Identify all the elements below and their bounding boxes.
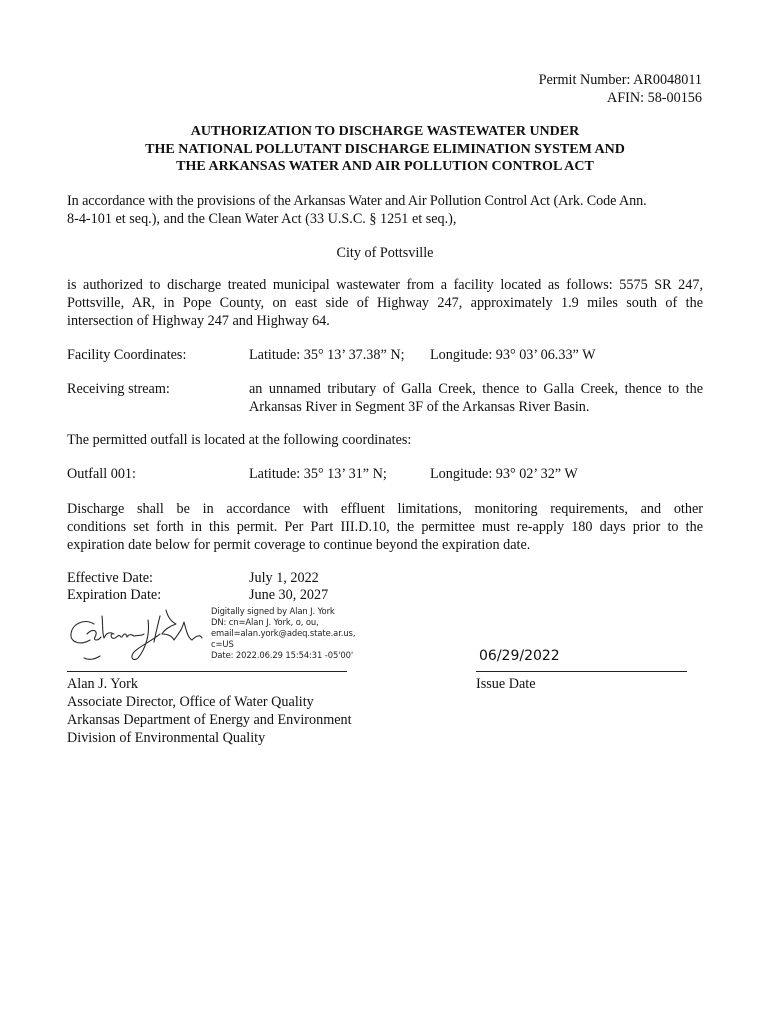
expiration-date-label: Expiration Date: — [67, 587, 162, 603]
outfall-label: Outfall 001: — [67, 466, 136, 482]
outfall-longitude: Longitude: 93° 02’ 32” W — [430, 466, 578, 482]
discharge-line-2: conditions set forth in this permit. Per Part III.D.10, the permittee must re-apply 180 days prior to the — [67, 519, 703, 535]
facility-coordinates-label: Facility Coordinates: — [67, 347, 187, 363]
signatory-division: Division of Environmental Quality — [67, 730, 266, 746]
outfall-latitude: Latitude: 35° 13’ 31” N; — [249, 466, 387, 482]
issue-date-line — [476, 671, 687, 672]
discharge-paragraph — [67, 500, 703, 554]
digital-signature-line-1: Digitally signed by Alan J. York — [211, 606, 335, 616]
intro-line-2: 8-4-101 et seq.), and the Clean Water Act (33 U.S.C. § 1251 et seq.), — [67, 211, 457, 227]
effective-date-value: July 1, 2022 — [249, 570, 319, 586]
digital-signature-block — [211, 606, 361, 661]
intro-paragraph — [67, 192, 707, 228]
title-line-1: AUTHORIZATION TO DISCHARGE WASTEWATER UNDER — [190, 124, 580, 139]
document-title — [67, 123, 703, 176]
authorization-paragraph — [67, 276, 703, 330]
permittee-name: City of Pottsville — [336, 245, 434, 261]
issue-date-value: 06/29/2022 — [479, 648, 560, 664]
signature-line — [67, 671, 347, 672]
title-line-3: THE ARKANSAS WATER AND AIR POLLUTION CONTROL ACT — [176, 159, 594, 174]
intro-line-1: In accordance with the provisions of the Arkansas Water and Air Pollution Control Act (Ark. Code Ann. — [67, 193, 647, 209]
signatory-title: Associate Director, Office of Water Quality — [67, 694, 314, 710]
authorization-line-3: intersection of Highway 247 and Highway 64. — [67, 313, 330, 329]
signatory-department: Arkansas Department of Energy and Environment — [67, 712, 352, 728]
receiving-stream-label: Receiving stream: — [67, 381, 170, 397]
outfall-intro: The permitted outfall is located at the following coordinates: — [67, 432, 412, 448]
authorization-line-2: Pottsville, AR, in Pope County, on east side of Highway 247, approximately 1.9 miles south of the — [67, 295, 703, 311]
digital-signature-line-2: DN: cn=Alan J. York, o, ou, — [211, 617, 319, 627]
receiving-line-1: an unnamed tributary of Galla Creek, thence to Galla Creek, thence to the — [249, 381, 703, 397]
afin: AFIN: 58-00156 — [607, 90, 702, 106]
issue-date-label: Issue Date — [476, 676, 536, 692]
facility-longitude: Longitude: 93° 03’ 06.33” W — [430, 347, 596, 363]
digital-signature-line-5: Date: 2022.06.29 15:54:31 -05'00' — [211, 650, 354, 660]
signatory-name: Alan J. York — [67, 676, 138, 692]
handwritten-signature — [66, 604, 216, 668]
title-line-2: THE NATIONAL POLLUTANT DISCHARGE ELIMINATION SYSTEM AND — [145, 141, 625, 157]
signatory-block — [67, 675, 427, 747]
receiving-stream-value — [249, 380, 703, 416]
expiration-date-value: June 30, 2027 — [249, 587, 329, 603]
digital-signature-line-4: c=US — [211, 639, 234, 649]
permit-header — [402, 71, 702, 107]
discharge-line-3: expiration date below for permit coverage to continue beyond the expiration date. — [67, 537, 531, 553]
discharge-line-1: Discharge shall be in accordance with effluent limitations, monitoring requirements, and other — [67, 501, 703, 517]
digital-signature-line-3: email=alan.york@adeq.state.ar.us, — [211, 628, 356, 638]
authorization-line-1: is authorized to discharge treated municipal wastewater from a facility located as follows: 5575 SR 247, — [67, 277, 703, 293]
facility-latitude: Latitude: 35° 13’ 37.38” N; — [249, 347, 405, 363]
effective-date-label: Effective Date: — [67, 570, 153, 586]
permit-number: Permit Number: AR0048011 — [538, 72, 702, 88]
receiving-line-2: Arkansas River in Segment 3F of the Arkansas River Basin. — [249, 399, 590, 415]
